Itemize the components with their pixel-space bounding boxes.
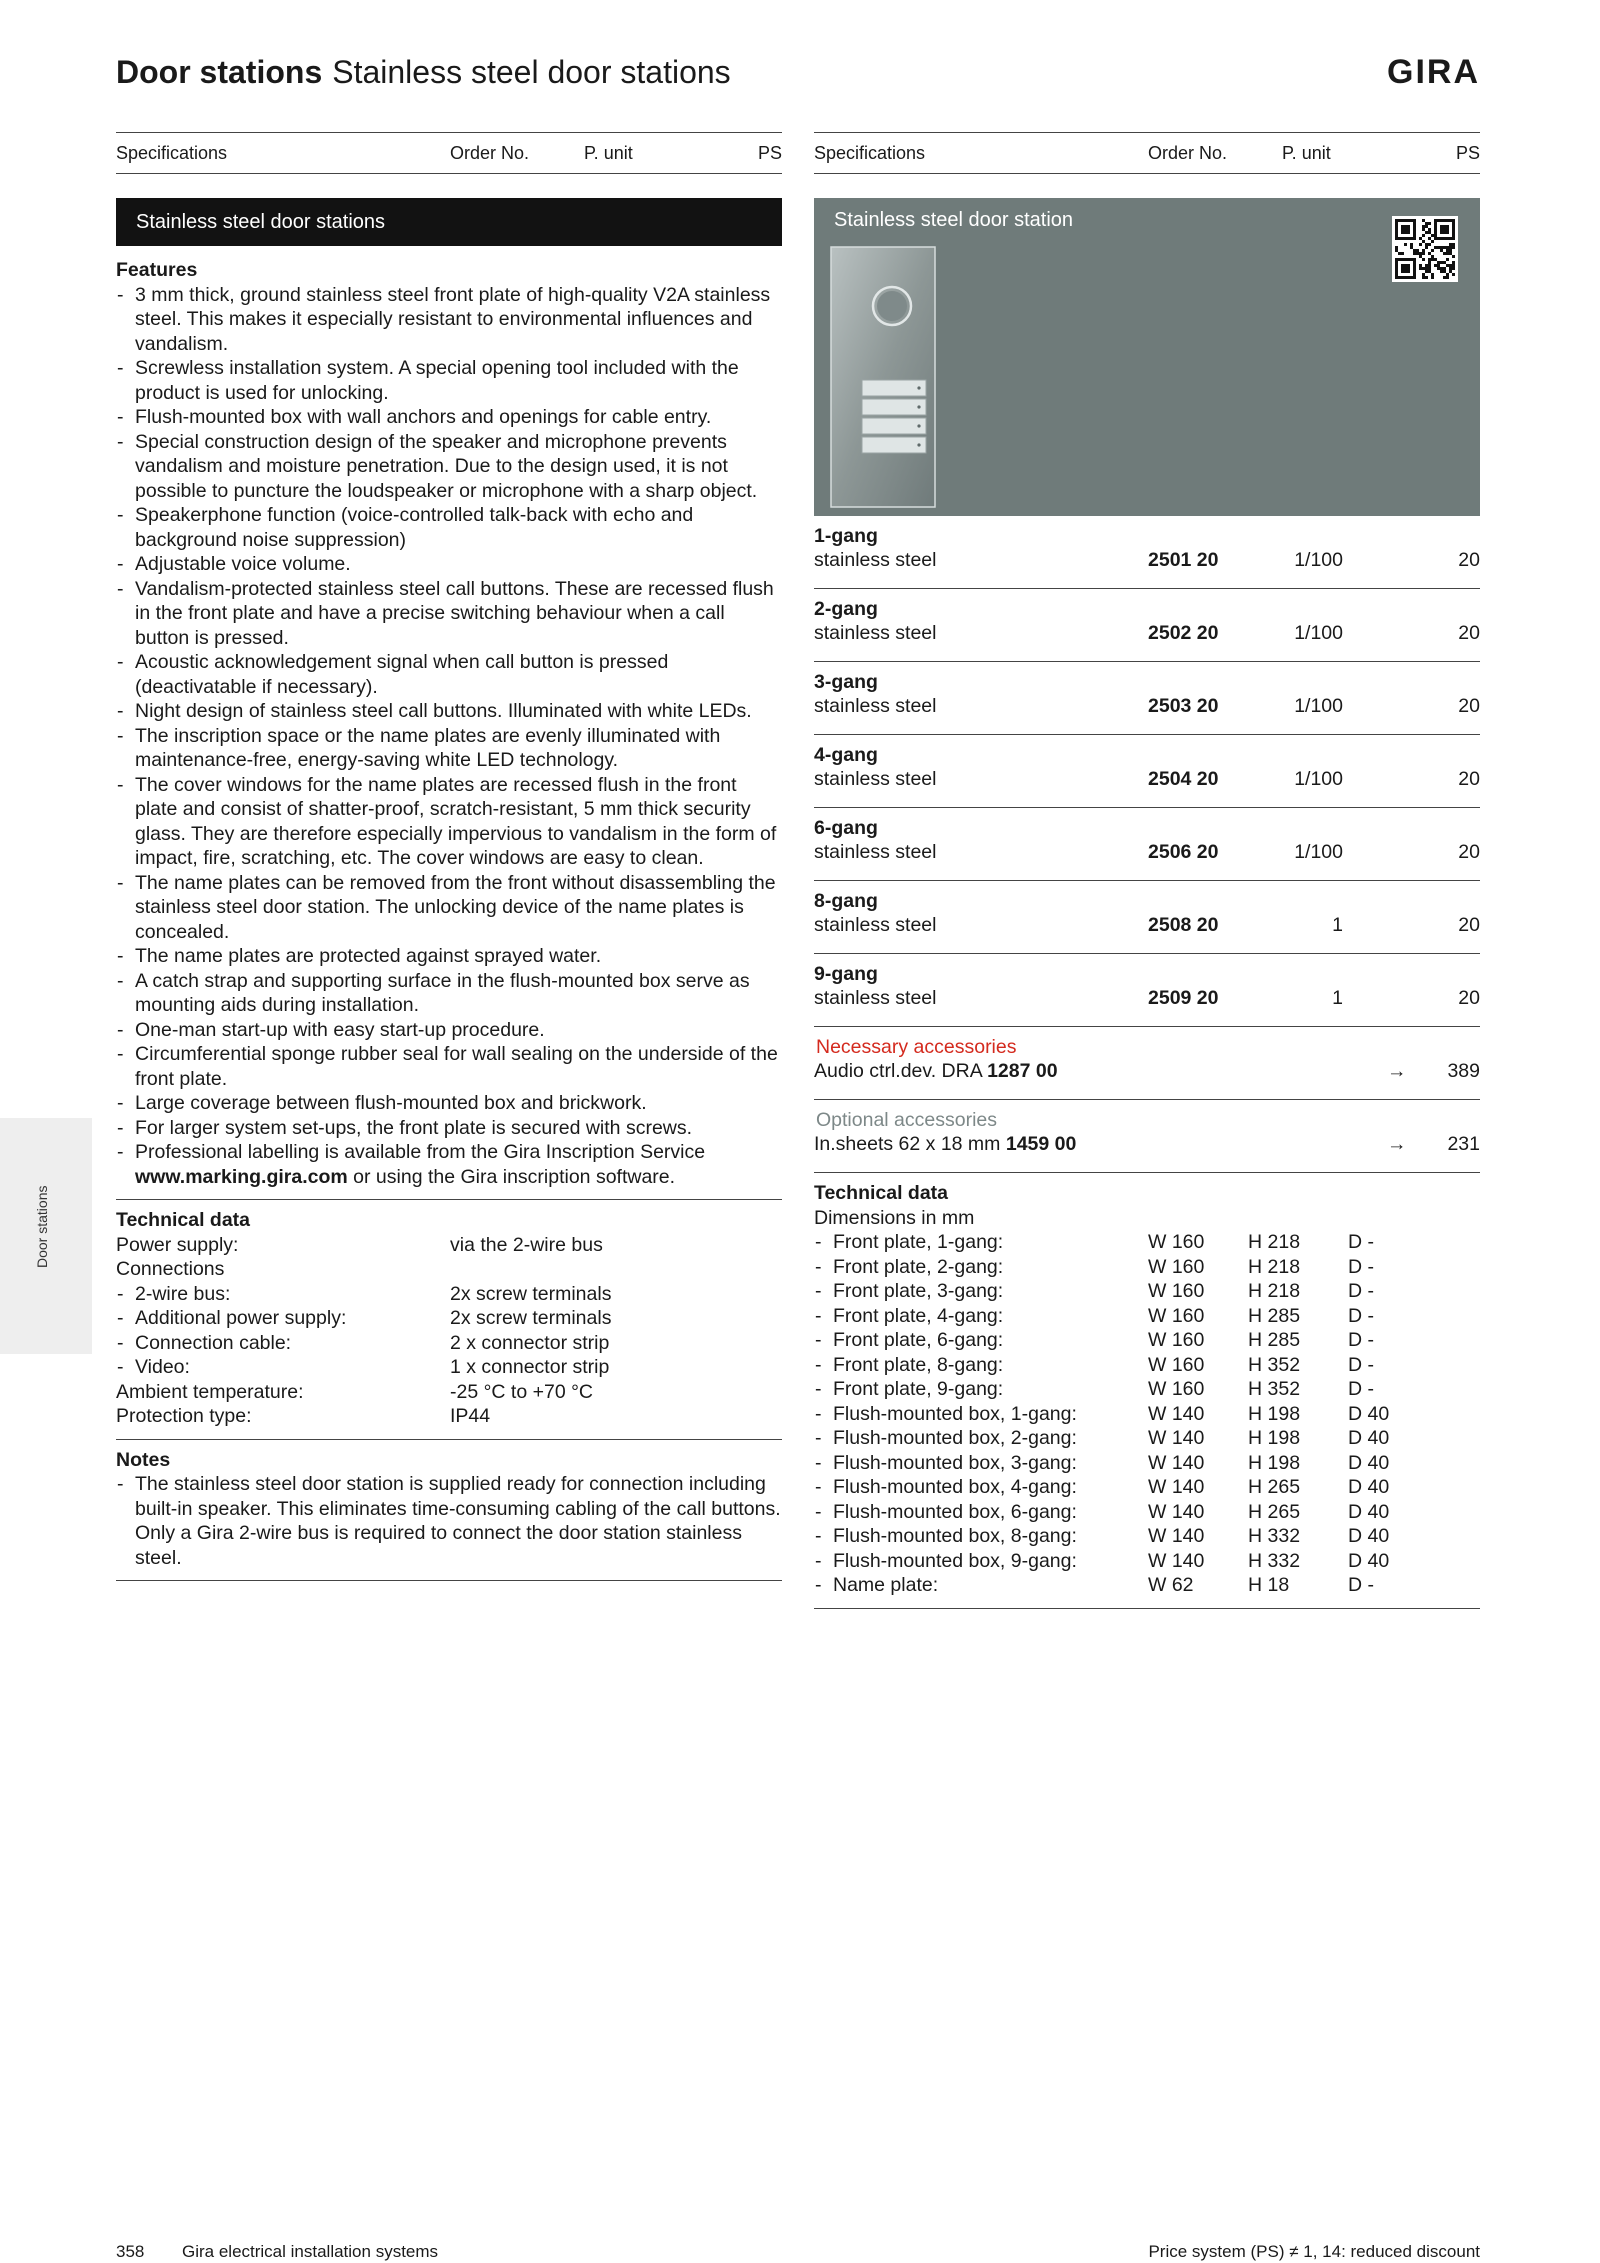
dimension-depth: D 40: [1348, 1427, 1390, 1449]
tech-value: via the 2-wire bus: [450, 1233, 603, 1256]
col-order: Order No.: [450, 143, 530, 163]
dimension-height: H 285: [1248, 1304, 1301, 1327]
tech-label: Protection type:: [116, 1405, 252, 1427]
order-number: 2501 20: [1148, 549, 1219, 571]
col-spec: Specifications: [116, 143, 228, 163]
dimension-height: H 198: [1248, 1427, 1301, 1449]
feature-item: - Circumferential sponge rubber seal for wall sealing on the underside of the front plate.: [116, 1042, 782, 1091]
product-gang: 2-gang: [814, 598, 878, 620]
feature-item: - Adjustable voice volume.: [116, 552, 782, 577]
feature-item: - Special construction design of the speaker and microphone prevents vandalism and moisture penetration. Due to the design used, it is not possible to puncture the loudspeaker or microphone with a sharp object.: [116, 430, 782, 504]
arrow-icon: →: [1387, 1133, 1407, 1155]
dimension-item: Front plate, 2-gang:: [833, 1255, 1004, 1278]
dimension-width: W 140: [1148, 1500, 1205, 1523]
tech-row: [116, 1331, 782, 1356]
tech-value: 2 x connector strip: [450, 1331, 610, 1354]
dimension-item: Name plate:: [833, 1574, 939, 1596]
dimension-depth: D -: [1348, 1304, 1374, 1327]
product-material: stainless steel: [814, 549, 937, 571]
qr-code-icon[interactable]: [1392, 216, 1458, 282]
feature-item: - Speakerphone function (voice-controlled talk-back with echo and background noise suppression): [116, 503, 782, 552]
order-number: 2506 20: [1148, 841, 1219, 863]
dimension-row: [814, 1255, 1480, 1280]
price-system: 20: [1458, 987, 1480, 1009]
title-bold: Door stations: [116, 54, 323, 90]
tech-label: Connections: [116, 1258, 225, 1280]
dash-bullet: -: [815, 1255, 822, 1278]
dimension-width: W 140: [1148, 1427, 1205, 1449]
dimension-width: W 160: [1148, 1353, 1205, 1376]
accessory-order-number: 1459 00: [1005, 1133, 1077, 1155]
feature-text: Professional labelling is available from the Gira Inscription Service: [135, 1141, 706, 1163]
dimension-item: Front plate, 6-gang:: [833, 1329, 1004, 1351]
dimension-item: Front plate, 9-gang:: [833, 1378, 1004, 1400]
page-reference[interactable]: 231: [1447, 1133, 1480, 1155]
dimension-width: W 62: [1148, 1574, 1194, 1596]
features-list: [116, 283, 782, 1141]
product-material: stainless steel: [814, 914, 937, 936]
dimension-height: H 218: [1248, 1255, 1301, 1278]
dimension-width: W 140: [1148, 1451, 1205, 1474]
notes-heading: Notes: [116, 1448, 171, 1471]
dash-bullet: -: [117, 1331, 124, 1354]
product-gang: 6-gang: [814, 817, 878, 839]
product-material: stainless steel: [814, 768, 937, 790]
tech-row: [116, 1404, 782, 1429]
product-material: stainless steel: [814, 987, 937, 1009]
dimension-row: [814, 1451, 1480, 1476]
col-spec: Specifications: [814, 143, 926, 163]
price-system: 20: [1458, 768, 1480, 790]
dimension-height: H 198: [1248, 1451, 1301, 1474]
feature-item: - Large coverage between flush-mounted box and brickwork.: [116, 1091, 782, 1116]
order-number: 2509 20: [1148, 987, 1219, 1009]
dimension-item: Front plate, 1-gang:: [833, 1231, 1004, 1253]
dimensions-table: [814, 1230, 1480, 1598]
feature-item: - The name plates can be removed from the front without disassembling the stainless steel door station. The unlocking device of the name plates is concealed.: [116, 871, 782, 945]
dimension-depth: D -: [1348, 1353, 1374, 1376]
marking-link[interactable]: www.marking.gira.com: [135, 1165, 348, 1188]
dimension-depth: D 40: [1348, 1402, 1390, 1425]
dash-bullet: -: [815, 1378, 822, 1400]
feature-item: - A catch strap and supporting surface in the flush-mounted box serve as mounting aids during installation.: [116, 969, 782, 1018]
gira-logo: GIRA: [1387, 53, 1480, 91]
price-system: 20: [1458, 622, 1480, 644]
dimension-item: Flush-mounted box, 2-gang:: [833, 1427, 1077, 1449]
accessory-order-number: 1287 00: [987, 1060, 1058, 1082]
notes-list: [116, 1472, 782, 1570]
dash-bullet: -: [815, 1231, 822, 1253]
feature-item: [116, 1140, 782, 1189]
tech-label: Ambient temperature:: [116, 1380, 304, 1403]
dash-bullet: -: [815, 1353, 822, 1376]
col-order: Order No.: [1148, 143, 1228, 163]
tech-value: IP44: [450, 1405, 491, 1427]
dimension-row: [814, 1524, 1480, 1549]
accessories: [814, 1027, 1480, 1173]
dash-bullet: -: [117, 1282, 124, 1305]
product-gang: 8-gang: [814, 890, 878, 912]
dimension-height: H 285: [1248, 1329, 1301, 1351]
tech-row: [116, 1306, 782, 1331]
product-material: stainless steel: [814, 622, 937, 644]
dash-bullet: -: [815, 1574, 822, 1596]
product-gang: 4-gang: [814, 744, 878, 766]
divider: [116, 1580, 782, 1581]
dimension-depth: D -: [1348, 1280, 1374, 1302]
dimension-depth: D 40: [1348, 1525, 1390, 1547]
product-row[interactable]: [814, 589, 1480, 662]
order-number: 2508 20: [1148, 914, 1219, 936]
price-note: Price system (PS) ≠ 1, 14: reduced discount: [1148, 2242, 1480, 2261]
tech-value: 2x screw terminals: [450, 1307, 612, 1329]
note-item: - The stainless steel door station is supplied ready for connection including built-in speaker. This eliminates time-consuming cabling of the call buttons. Only a Gira 2-wire bus is required to connect the door station stainless steel.: [116, 1472, 782, 1570]
dash-bullet: -: [815, 1525, 822, 1547]
price-system: 20: [1458, 695, 1480, 717]
order-number: 2503 20: [1148, 695, 1219, 717]
tech-heading: Technical data: [116, 1209, 251, 1231]
left-column: [116, 198, 782, 1581]
dash-bullet: -: [815, 1451, 822, 1474]
door-station-image: [830, 246, 936, 508]
dash-bullet: -: [815, 1280, 822, 1302]
accessory-heading-text: Necessary accessories: [816, 1036, 1017, 1058]
dimension-height: H 265: [1248, 1476, 1301, 1498]
feature-item: - Flush-mounted box with wall anchors and openings for cable entry.: [116, 405, 782, 430]
feature-item: - The name plates are protected against sprayed water.: [116, 944, 782, 969]
dimension-depth: D 40: [1348, 1476, 1390, 1498]
dimension-width: W 160: [1148, 1231, 1205, 1253]
tech-table: [116, 1233, 782, 1429]
dimension-item: Front plate, 4-gang:: [833, 1304, 1004, 1327]
dimension-width: W 140: [1148, 1476, 1205, 1498]
dimension-height: H 332: [1248, 1549, 1301, 1572]
accessory-heading-text: Optional accessories: [816, 1109, 998, 1131]
features-heading: Features: [116, 259, 198, 281]
product-row[interactable]: [814, 954, 1480, 1027]
page-number: 358: [116, 2242, 145, 2261]
dash-bullet: -: [815, 1427, 822, 1449]
dimension-height: H 265: [1248, 1500, 1301, 1523]
product-block-title: Stainless steel door station: [834, 209, 1074, 231]
feature-item: - The inscription space or the name plates are evenly illuminated with maintenance-free, energy-saving white LED technology.: [116, 724, 782, 773]
price-system: 20: [1458, 914, 1480, 936]
accessory-desc: [814, 1059, 1058, 1084]
dimension-row: [814, 1475, 1480, 1500]
feature-item: - Screwless installation system. A special opening tool included with the product is used for unlocking.: [116, 356, 782, 405]
feature-item: - Acoustic acknowledgement signal when call button is pressed (deactivatable if necessary).: [116, 650, 782, 699]
right-tech-heading: Technical data: [814, 1182, 949, 1204]
dimension-height: H 198: [1248, 1402, 1301, 1425]
dimension-depth: D -: [1348, 1231, 1374, 1253]
accessory-name: In.sheets 62 x 18 mm: [814, 1133, 1001, 1155]
product-block: [814, 198, 1480, 516]
price-system: 20: [1458, 841, 1480, 863]
dimension-item: Flush-mounted box, 4-gang:: [833, 1476, 1077, 1498]
dimension-item: Front plate, 8-gang:: [833, 1353, 1004, 1376]
product-table: [814, 516, 1480, 1027]
dimension-item: Flush-mounted box, 1-gang:: [833, 1402, 1077, 1425]
dash-bullet: -: [815, 1476, 822, 1498]
accessory-row[interactable]: [814, 1100, 1480, 1173]
dimension-depth: D -: [1348, 1378, 1374, 1400]
feature-item: - 3 mm thick, ground stainless steel front plate of high-quality V2A stainless steel. This makes it especially resistant to environmental influences and vandalism.: [116, 283, 782, 357]
accessory-desc: [814, 1132, 1076, 1157]
dash-bullet: -: [815, 1304, 822, 1327]
dimension-row: [814, 1377, 1480, 1402]
dimension-row: [814, 1549, 1480, 1574]
packing-unit: 1/100: [1294, 695, 1343, 717]
dimension-depth: D 40: [1348, 1549, 1390, 1572]
dimension-item: Flush-mounted box, 3-gang:: [833, 1451, 1077, 1474]
dimension-width: W 160: [1148, 1378, 1205, 1400]
product-gang: 9-gang: [814, 963, 878, 985]
dims-label: Dimensions in mm: [814, 1206, 975, 1229]
tech-label: 2-wire bus:: [135, 1282, 231, 1305]
dimension-height: H 332: [1248, 1525, 1301, 1547]
dimension-row: [814, 1402, 1480, 1427]
tech-value: 2x screw terminals: [450, 1282, 612, 1305]
dimension-depth: D -: [1348, 1255, 1374, 1278]
dimension-row: [814, 1279, 1480, 1304]
product-row[interactable]: [814, 735, 1480, 808]
packing-unit: 1: [1332, 914, 1343, 936]
left-column-header: [116, 132, 782, 174]
product-material: stainless steel: [814, 841, 937, 863]
title-rest: Stainless steel door stations: [332, 54, 731, 90]
packing-unit: 1/100: [1294, 549, 1343, 571]
dimension-width: W 160: [1148, 1280, 1205, 1302]
accessory-heading: [814, 1108, 997, 1133]
feature-item: - Vandalism-protected stainless steel call buttons. These are recessed flush in the front plate and have a precise switching behaviour when a call button is pressed.: [116, 577, 782, 651]
tech-row: [116, 1257, 782, 1282]
page-reference[interactable]: 389: [1447, 1060, 1480, 1082]
col-ps: PS: [1455, 143, 1480, 163]
dimension-item: Flush-mounted box, 8-gang:: [833, 1525, 1077, 1547]
dimension-row: [814, 1353, 1480, 1378]
dimension-width: W 140: [1148, 1549, 1205, 1572]
packing-unit: 1/100: [1294, 768, 1343, 790]
order-number: 2504 20: [1148, 768, 1219, 790]
dimension-height: H 352: [1248, 1378, 1301, 1400]
features-list-last: [116, 1140, 782, 1189]
arrow-icon: →: [1387, 1060, 1407, 1082]
dimension-height: H 18: [1248, 1574, 1290, 1596]
dimension-row: [814, 1304, 1480, 1329]
sidebar-tab-label: Door stations: [34, 1185, 50, 1268]
right-column: [814, 198, 1480, 1609]
product-gang: 3-gang: [814, 671, 878, 693]
dimension-depth: D -: [1348, 1574, 1374, 1596]
tech-row: [116, 1380, 782, 1405]
dimension-row: [814, 1328, 1480, 1353]
dash-bullet: -: [815, 1329, 822, 1351]
product-row[interactable]: [814, 881, 1480, 954]
tech-label: Connection cable:: [135, 1331, 292, 1354]
dimension-height: H 352: [1248, 1353, 1301, 1376]
tech-value: 1 x connector strip: [450, 1356, 610, 1378]
dimension-row: [814, 1500, 1480, 1525]
divider: [814, 1608, 1480, 1609]
accessory-row[interactable]: [814, 1027, 1480, 1100]
col-unit: P. unit: [1282, 143, 1331, 163]
dimension-depth: D 40: [1348, 1500, 1390, 1523]
price-system: 20: [1458, 549, 1480, 571]
page-title: [116, 52, 731, 92]
product-row[interactable]: [814, 808, 1480, 881]
col-unit: P. unit: [584, 143, 633, 163]
dimension-width: W 160: [1148, 1329, 1205, 1351]
dimension-height: H 218: [1248, 1280, 1301, 1302]
dimension-depth: D -: [1348, 1329, 1374, 1351]
dimension-width: W 140: [1148, 1525, 1205, 1547]
dash-bullet: -: [815, 1500, 822, 1523]
dimension-height: H 218: [1248, 1231, 1301, 1253]
section-bar: Stainless steel door stations: [116, 198, 782, 246]
product-gang: 1-gang: [814, 525, 878, 547]
dimension-item: Front plate, 3-gang:: [833, 1280, 1004, 1302]
tech-label: Video:: [135, 1356, 190, 1378]
tech-value: -25 °C to +70 °C: [450, 1380, 593, 1403]
dimension-width: W 160: [1148, 1255, 1205, 1278]
product-material: stainless steel: [814, 695, 937, 717]
packing-unit: 1: [1332, 987, 1343, 1009]
dash-bullet: -: [117, 1356, 124, 1378]
catalogue-name: Gira electrical installation systems: [182, 2242, 439, 2261]
feature-item: - The cover windows for the name plates are recessed flush in the front plate and consist of shatter-proof, scratch-resistant, 5 mm thick security glass. They are therefore especially impervious to vandalism in the form of impact, fire, scratching, etc. The cover windows are easy to clean.: [116, 773, 782, 871]
dimension-depth: D 40: [1348, 1451, 1390, 1474]
dash-bullet: -: [815, 1402, 822, 1425]
dimension-row: [814, 1230, 1480, 1255]
dimension-width: W 140: [1148, 1402, 1205, 1425]
tech-label: Power supply:: [116, 1233, 239, 1256]
dimension-item: Flush-mounted box, 6-gang:: [833, 1500, 1077, 1523]
accessory-heading: [814, 1035, 1016, 1060]
col-ps: PS: [757, 143, 782, 163]
feature-item: - For larger system set-ups, the front plate is secured with screws.: [116, 1116, 782, 1141]
packing-unit: 1/100: [1294, 841, 1343, 863]
dimension-item: Flush-mounted box, 9-gang:: [833, 1549, 1077, 1572]
packing-unit: 1/100: [1294, 622, 1343, 644]
feature-text: or using the Gira inscription software.: [347, 1165, 676, 1188]
order-number: 2502 20: [1148, 622, 1219, 644]
dimension-row: [814, 1426, 1480, 1451]
tech-row: [116, 1355, 782, 1380]
feature-item: - Night design of stainless steel call buttons. Illuminated with white LEDs.: [116, 699, 782, 724]
product-row[interactable]: [814, 662, 1480, 735]
feature-item: - One-man start-up with easy start-up procedure.: [116, 1018, 782, 1043]
product-row[interactable]: [814, 516, 1480, 589]
tech-label: Additional power supply:: [135, 1307, 347, 1329]
right-column-header: [814, 132, 1480, 174]
tech-row: [116, 1282, 782, 1307]
dimension-row: [814, 1573, 1480, 1598]
dimension-width: W 160: [1148, 1304, 1205, 1327]
tech-row: [116, 1233, 782, 1258]
dash-bullet: -: [117, 1307, 124, 1329]
accessory-name: Audio ctrl.dev. DRA: [814, 1060, 982, 1082]
dash-bullet: -: [815, 1549, 822, 1572]
